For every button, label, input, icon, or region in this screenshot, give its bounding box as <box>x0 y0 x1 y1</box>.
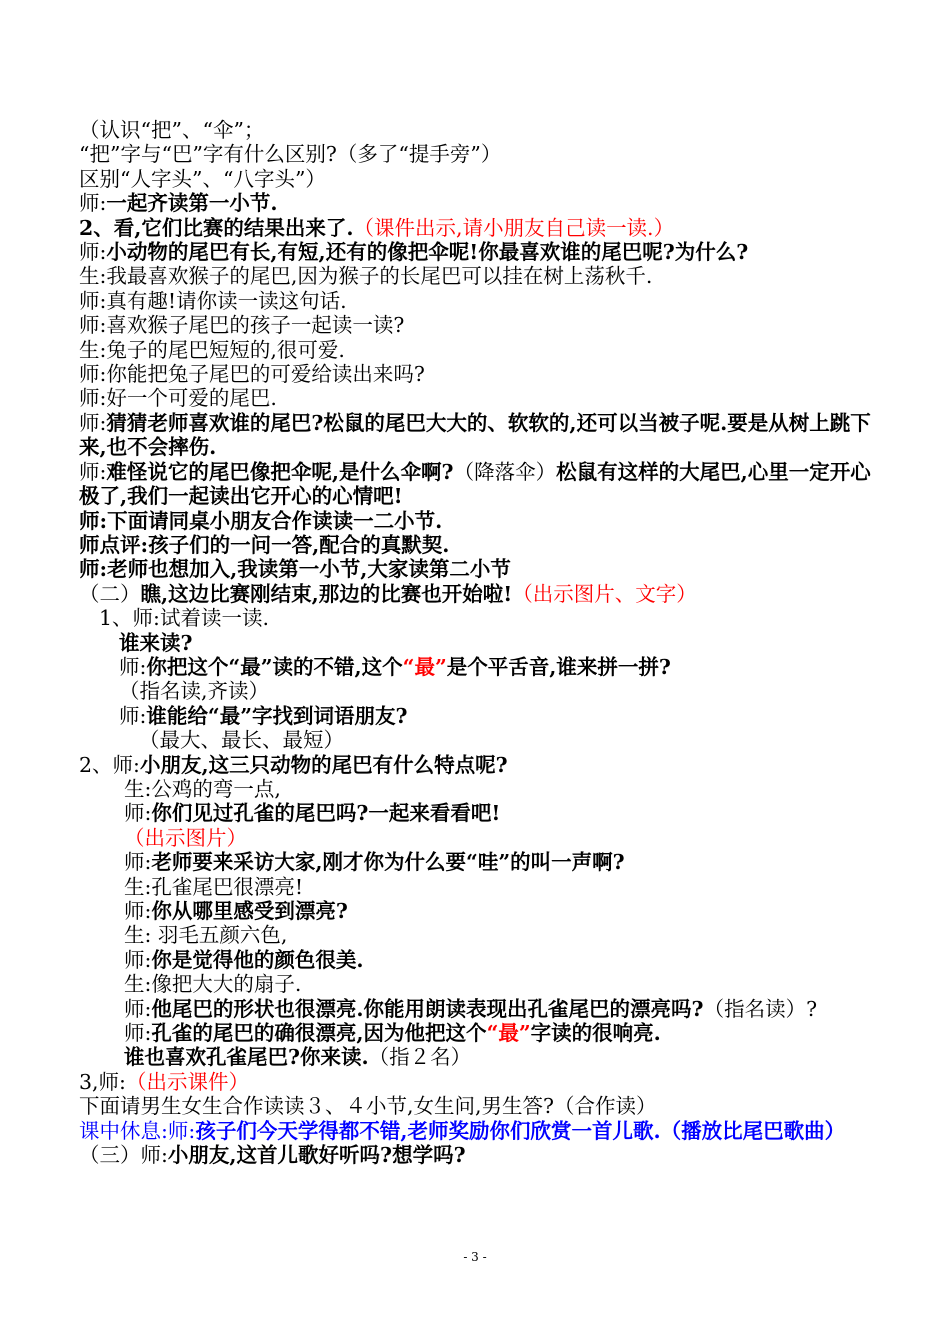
teacher-line-text: 是个平舌音,谁来拼一拼? <box>446 654 671 679</box>
speaker-label: 师: <box>124 947 152 972</box>
highlight-char: “最” <box>486 1021 531 1046</box>
break-paragraph <box>79 1119 874 1143</box>
text-line <box>79 655 874 679</box>
text-line <box>79 899 874 923</box>
speaker-label: 师: <box>119 703 147 728</box>
answer-note: （指２名） <box>368 1045 472 1070</box>
speaker-label: 师: <box>79 240 107 265</box>
teacher-line-text: 小朋友,这三只动物的尾巴有什么特点呢? <box>139 752 508 777</box>
text-line <box>79 216 874 240</box>
text-line: 师:喜欢猴子尾巴的孩子一起读一读? <box>79 313 405 338</box>
speaker-label: 师: <box>79 459 107 484</box>
page-number: - 3 - <box>463 1250 487 1264</box>
teacher-line-text: 他尾巴的形状也很漂亮.你能用朗读表现出孔雀尾巴的漂亮吗? <box>151 996 704 1021</box>
section-heading <box>79 1143 874 1167</box>
break-label: 课中休息:师: <box>79 1118 196 1143</box>
text-line <box>79 948 874 972</box>
teacher-line-text: 小动物的尾巴有长,有短,还有的像把伞呢!你最喜欢谁的尾巴呢?为什么? <box>106 240 749 265</box>
section-number: （二） <box>79 581 141 606</box>
teacher-line-text: 老师要来采访大家,刚才你为什么要“哇”的叫一声啊? <box>151 850 625 875</box>
text-paragraph <box>79 460 874 509</box>
text-line: 生: 羽毛五颜六色, <box>124 923 288 948</box>
speaker-label: 师: <box>79 191 107 216</box>
section-heading <box>79 582 874 606</box>
text-line: 生:孔雀尾巴很漂亮! <box>124 874 304 899</box>
text-line <box>79 191 874 215</box>
teacher-line-text: 小朋友,这首儿歌好听吗?想学吗? <box>167 1143 466 1168</box>
teacher-line-text: 你们见过孔雀的尾巴吗?一起来看看吧! <box>151 801 501 826</box>
courseware-note: （课件出示,请小朋友自己读一读.） <box>353 215 675 240</box>
teacher-line-text: 谁也喜欢孔雀尾巴?你来读. <box>124 1045 369 1070</box>
text-line: 区别“人字头”、“八字头”） <box>79 166 326 191</box>
text-line: 生:公鸡的弯一点, <box>124 776 281 801</box>
courseware-note: （出示图片） <box>124 825 247 850</box>
text-line: 谁来读? <box>119 630 193 655</box>
text-line <box>79 1070 874 1094</box>
teacher-line-text: 一起齐读第一小节. <box>106 191 278 216</box>
answer-note: （降落伞） <box>453 459 557 484</box>
text-line: 生:我最喜欢猴子的尾巴,因为猴子的长尾巴可以挂在树上荡秋千. <box>79 264 653 289</box>
text-line: （认识“把”、“伞”； <box>79 118 265 142</box>
teacher-line-text: 难怪说它的尾巴像把伞呢,是什么伞啊? <box>106 459 454 484</box>
text-line: 师:下面请同桌小朋友合作读读一二小节. <box>79 508 443 533</box>
text-line: 师:老师也想加入,我读第一小节,大家读第二小节 <box>79 557 511 582</box>
text-line: （指名读,齐读） <box>119 679 270 704</box>
speaker-label: 师: <box>119 654 147 679</box>
section-number: （三）师: <box>79 1143 168 1168</box>
text-line: 1、师:试着读一读. <box>99 606 269 631</box>
speaker-label: 3,师: <box>79 1069 126 1094</box>
text-line <box>79 240 874 264</box>
teacher-line-text: 你从哪里感受到漂亮? <box>151 899 348 923</box>
answer-note: （指名读）? <box>703 996 818 1021</box>
text-line <box>79 704 874 728</box>
text-line <box>79 1045 874 1069</box>
speaker-label: 2、师: <box>79 752 140 777</box>
teacher-line-text: 松鼠有这样的大尾巴,心里一定开心极了,我们一起读出它开心的心情吧! <box>79 459 871 509</box>
text-line <box>79 801 874 825</box>
text-line: “把”字与“巴”字有什么区别?（多了“提手旁”） <box>79 142 502 167</box>
speaker-label: 师: <box>124 1021 152 1046</box>
teacher-line-text: 谁能给“最”字找到词语朋友? <box>146 703 408 728</box>
teacher-line-text: 你把这个“最”读的不错,这个 <box>146 654 403 679</box>
text-line: 师:真有趣!请你读一读这句话. <box>79 288 347 313</box>
text-line: 师点评:孩子们的一问一答,配合的真默契. <box>79 532 450 557</box>
document-body <box>79 118 874 1167</box>
text-line: （最大、最长、最短） <box>139 728 344 753</box>
text-line: 生:像把大大的扇子. <box>124 972 302 997</box>
teacher-line-text: 字读的很响亮. <box>530 1021 661 1046</box>
speaker-label: 师: <box>124 801 152 826</box>
teacher-line-text: 你是觉得他的颜色很美. <box>151 947 364 972</box>
speaker-label: 师: <box>79 410 107 435</box>
speaker-label: 师: <box>124 850 152 875</box>
speaker-label: 师: <box>124 899 152 923</box>
text-line <box>79 753 874 777</box>
section-text: 2、看,它们比赛的结果出来了. <box>79 215 354 240</box>
text-line <box>79 997 874 1021</box>
break-text: 孩子们今天学得都不错,老师奖励你们欣赏一首儿歌.（播放比尾巴歌曲） <box>195 1118 846 1143</box>
text-line: 下面请男生女生合作读读３、４小节,女生问,男生答?（合作读） <box>79 1094 657 1119</box>
speaker-label: 师: <box>124 996 152 1021</box>
section-text: 瞧,这边比赛刚结束,那边的比赛也开始啦! <box>140 581 513 606</box>
text-line <box>79 850 874 874</box>
text-paragraph <box>79 411 874 460</box>
text-line <box>79 1021 874 1045</box>
text-line: 师:好一个可爱的尾巴. <box>79 386 277 411</box>
text-line: 生:兔子的尾巴短短的,很可爱. <box>79 337 345 362</box>
text-line: 师:你能把兔子尾巴的可爱给读出来吗? <box>79 362 425 387</box>
teacher-line-text: 猜猜老师喜欢谁的尾巴?松鼠的尾巴大大的、软软的,还可以当被子呢.要是从树上跳下来,也不会摔伤. <box>79 410 871 460</box>
highlight-char: “最” <box>402 654 447 679</box>
courseware-note: （出示课件） <box>125 1069 249 1094</box>
teacher-line-text: 孔雀的尾巴的确很漂亮,因为他把这个 <box>151 1021 487 1046</box>
courseware-note: （出示图片、文字） <box>512 581 697 606</box>
